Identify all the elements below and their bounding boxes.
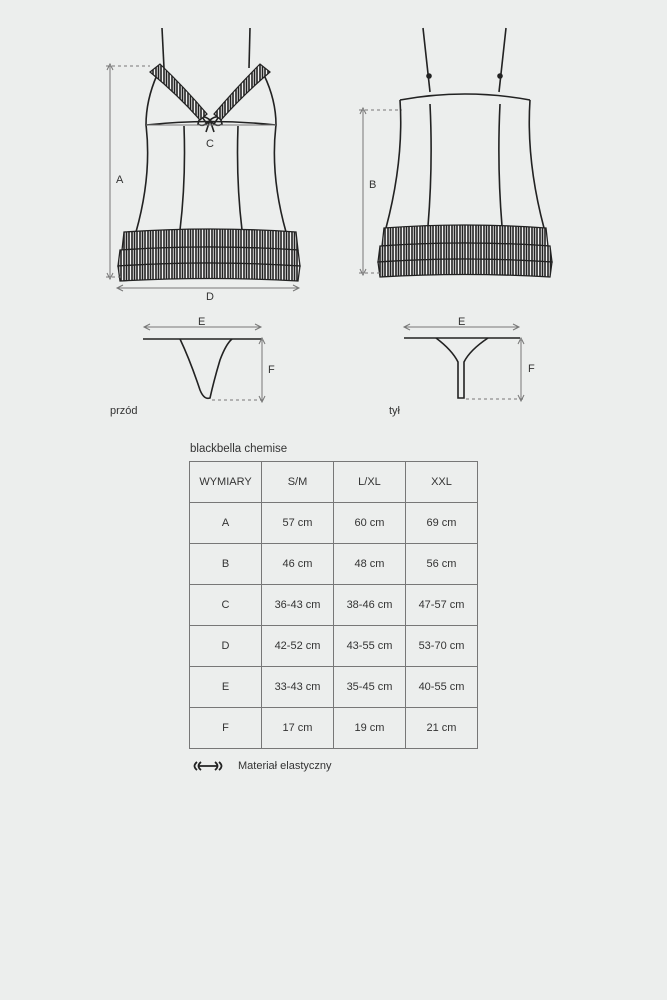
label-d: D <box>206 291 214 303</box>
dimension-cell: E <box>190 667 262 708</box>
value-cell: 56 cm <box>406 544 478 585</box>
label-f-back: F <box>528 363 535 375</box>
label-c: C <box>206 138 214 150</box>
label-b: B <box>369 179 377 191</box>
label-a: A <box>116 174 124 186</box>
front-skirt-frills <box>118 229 300 281</box>
table-title: blackbella chemise <box>190 443 288 455</box>
header-cell: XXL <box>406 462 478 503</box>
dimension-cell: D <box>190 626 262 667</box>
label-e-front: E <box>198 316 206 328</box>
front-chemise-drawing <box>136 28 286 232</box>
back-chemise-drawing <box>386 28 544 228</box>
value-cell: 48 cm <box>334 544 406 585</box>
value-cell: 17 cm <box>262 708 334 749</box>
dimension-cell: C <box>190 585 262 626</box>
back-thong-drawing <box>404 338 520 398</box>
value-cell: 47-57 cm <box>406 585 478 626</box>
dimension-cell: F <box>190 708 262 749</box>
dimension-cell: B <box>190 544 262 585</box>
table-row <box>190 585 478 626</box>
value-cell: 57 cm <box>262 503 334 544</box>
legend <box>190 760 332 772</box>
table-row <box>190 503 478 544</box>
table-row <box>190 708 478 749</box>
value-cell: 40-55 cm <box>406 667 478 708</box>
back-skirt-frills <box>378 225 552 277</box>
header-cell: S/M <box>262 462 334 503</box>
value-cell: 60 cm <box>334 503 406 544</box>
back-caption: tył <box>389 405 400 417</box>
value-cell: 46 cm <box>262 544 334 585</box>
table-header-row <box>190 462 478 503</box>
size-table <box>189 461 478 749</box>
value-cell: 38-46 cm <box>334 585 406 626</box>
front-caption: przód <box>110 405 138 417</box>
value-cell: 33-43 cm <box>262 667 334 708</box>
value-cell: 21 cm <box>406 708 478 749</box>
legend-text: Materiał elastyczny <box>238 760 332 772</box>
value-cell: 69 cm <box>406 503 478 544</box>
value-cell: 36-43 cm <box>262 585 334 626</box>
table-row <box>190 667 478 708</box>
elastic-arrows-icon <box>190 760 226 772</box>
value-cell: 53-70 cm <box>406 626 478 667</box>
label-e-back: E <box>458 316 466 328</box>
label-f-front: F <box>268 364 275 376</box>
front-thong-dimensions <box>144 324 266 402</box>
size-diagram <box>0 0 667 440</box>
dimension-cell: A <box>190 503 262 544</box>
header-cell: L/XL <box>334 462 406 503</box>
value-cell: 43-55 cm <box>334 626 406 667</box>
value-cell: 42-52 cm <box>262 626 334 667</box>
table-row <box>190 626 478 667</box>
value-cell: 35-45 cm <box>334 667 406 708</box>
value-cell: 19 cm <box>334 708 406 749</box>
table-row <box>190 544 478 585</box>
header-cell: WYMIARY <box>190 462 262 503</box>
front-thong-drawing <box>143 339 262 398</box>
